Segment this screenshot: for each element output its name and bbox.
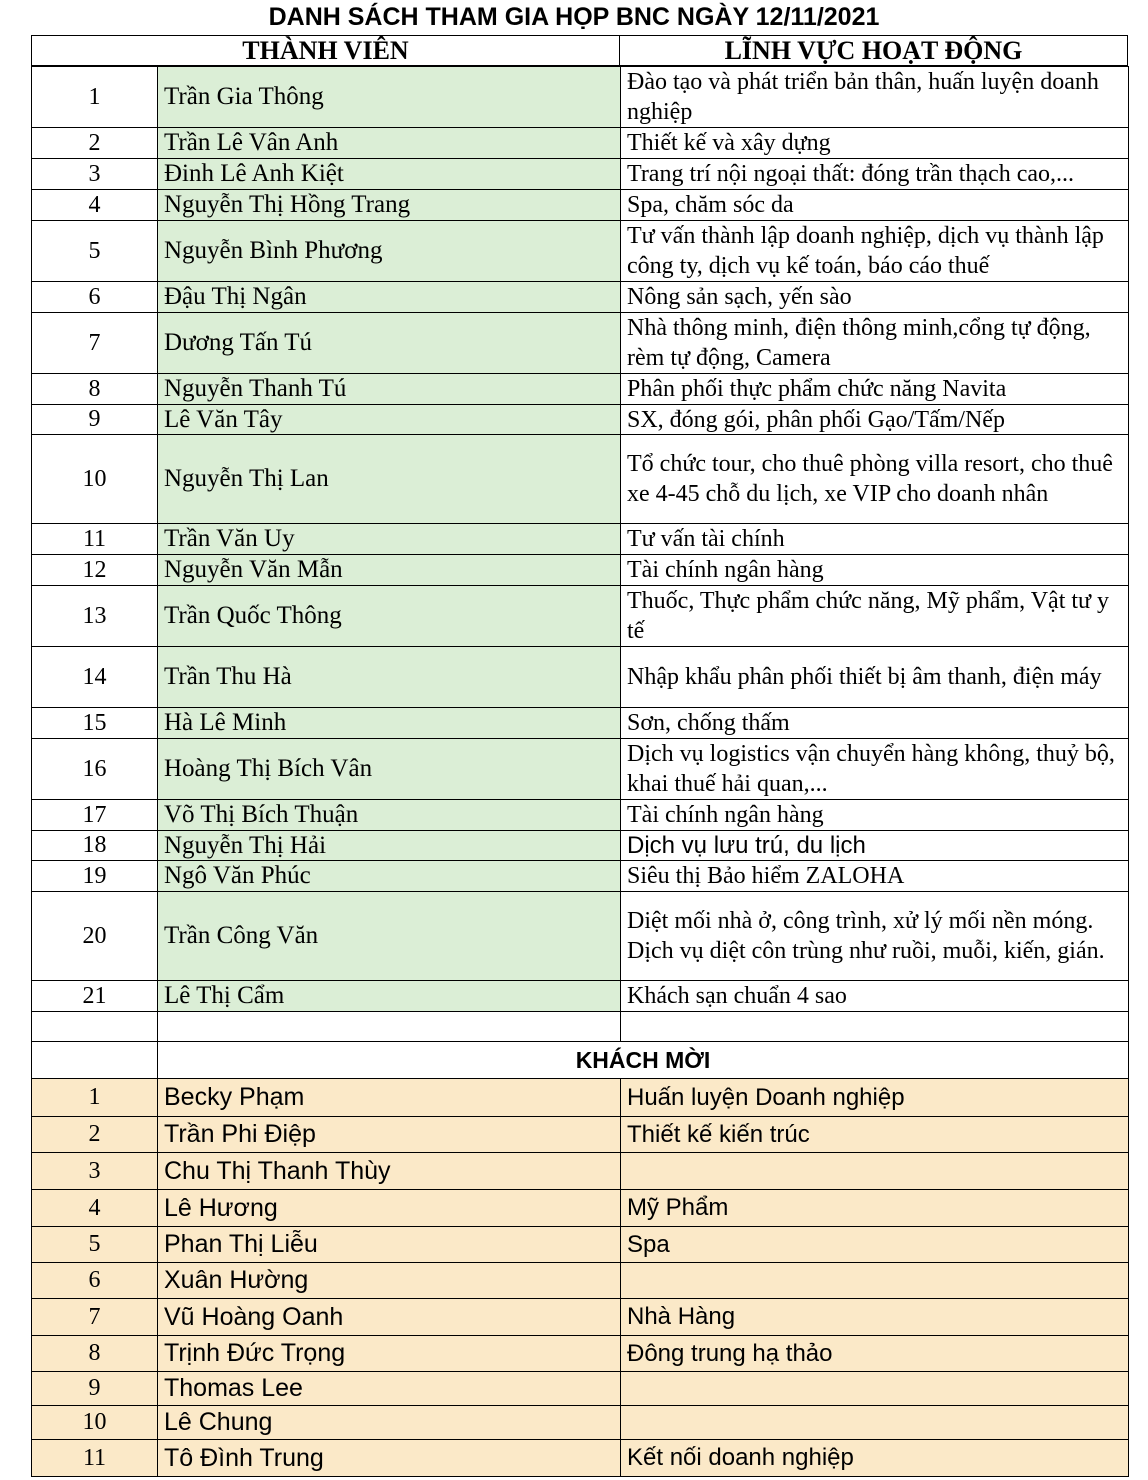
member-field: Tư vấn tài chính (620, 523, 1129, 555)
guest-field (620, 1152, 1129, 1190)
member-number: 19 (31, 860, 158, 892)
member-number: 17 (31, 799, 158, 831)
guest-name: Chu Thị Thanh Thùy (157, 1152, 621, 1190)
member-number: 21 (31, 980, 158, 1012)
member-field: Nhập khẩu phân phối thiết bị âm thanh, điện máy (620, 646, 1129, 708)
member-name: Hà Lê Minh (157, 707, 621, 739)
member-field: Thiết kế và xây dựng (620, 127, 1129, 159)
member-field: Nhà thông minh, điện thông minh,cổng tự động, rèm tự động, Camera (620, 312, 1129, 374)
guest-field: Thiết kế kiến trúc (620, 1116, 1129, 1153)
guest-field (620, 1371, 1129, 1406)
member-field: Tổ chức tour, cho thuê phòng villa resort, cho thuê xe 4-45 chỗ du lịch, xe VIP cho doanh nhân (620, 434, 1129, 524)
member-number: 2 (31, 127, 158, 159)
member-number: 15 (31, 707, 158, 739)
guest-name: Phan Thị Liễu (157, 1226, 621, 1263)
header-member: THÀNH VIÊN (31, 35, 620, 66)
member-name: Lê Thị Cẩm (157, 980, 621, 1012)
member-field: Spa, chăm sóc da (620, 189, 1129, 221)
guest-number: 7 (31, 1298, 158, 1336)
member-number: 7 (31, 312, 158, 374)
member-number: 1 (31, 66, 158, 128)
guest-number: 3 (31, 1152, 158, 1190)
guest-field: Huấn luyện Doanh nghiệp (620, 1078, 1129, 1117)
member-number: 9 (31, 404, 158, 435)
member-number: 8 (31, 373, 158, 405)
member-field: Dịch vụ lưu trú, du lịch (620, 830, 1129, 861)
guest-number: 5 (31, 1226, 158, 1263)
header-field: LĨNH VỰC HOẠT ĐỘNG (619, 35, 1128, 66)
member-field: Khách sạn chuẩn 4 sao (620, 980, 1129, 1012)
member-field: Sơn, chống thấm (620, 707, 1129, 739)
member-field: Nông sản sạch, yến sào (620, 281, 1129, 313)
member-number: 14 (31, 646, 158, 708)
member-field: Siêu thị Bảo hiểm ZALOHA (620, 860, 1129, 892)
guests-header-spacer (31, 1041, 158, 1079)
member-name: Nguyễn Thị Lan (157, 434, 621, 524)
member-field: Diệt mối nhà ở, công trình, xử lý mối nền móng. Dịch vụ diệt côn trùng như ruồi, muỗi, kiến, gián. (620, 891, 1129, 981)
guests-header: KHÁCH MỜI (157, 1041, 1129, 1079)
blank-row (620, 1011, 1129, 1042)
member-number: 3 (31, 158, 158, 190)
member-name: Trần Công Văn (157, 891, 621, 981)
sheet-title: DANH SÁCH THAM GIA HỌP BNC NGÀY 12/11/2021 (268, 3, 880, 31)
member-field: Tư vấn thành lập doanh nghiệp, dịch vụ thành lập công ty, dịch vụ kế toán, báo cáo thuế (620, 220, 1129, 282)
member-field: Đào tạo và phát triển bản thân, huấn luyện doanh nghiệp (620, 66, 1129, 128)
blank-row (31, 1011, 158, 1042)
guest-name: Tô Đình Trung (157, 1439, 621, 1477)
guest-field: Mỹ Phẩm (620, 1189, 1129, 1227)
member-name: Trần Thu Hà (157, 646, 621, 708)
guest-field: Nhà Hàng (620, 1298, 1129, 1336)
member-field: Tài chính ngân hàng (620, 799, 1129, 831)
guest-name: Trần Phi Điệp (157, 1116, 621, 1153)
guest-name: Thomas Lee (157, 1371, 621, 1406)
guest-name: Lê Hương (157, 1189, 621, 1227)
member-field: Thuốc, Thực phẩm chức năng, Mỹ phẩm, Vật tư y tế (620, 585, 1129, 647)
member-name: Nguyễn Thị Hải (157, 830, 621, 861)
guest-field: Đông trung hạ thảo (620, 1335, 1129, 1372)
member-number: 10 (31, 434, 158, 524)
guest-field (620, 1405, 1129, 1440)
guest-number: 11 (31, 1439, 158, 1477)
member-name: Trần Lê Vân Anh (157, 127, 621, 159)
guest-number: 4 (31, 1189, 158, 1227)
guest-field: Spa (620, 1226, 1129, 1263)
member-number: 16 (31, 738, 158, 800)
guest-number: 1 (31, 1078, 158, 1117)
guest-number: 2 (31, 1116, 158, 1153)
guest-number: 6 (31, 1262, 158, 1299)
member-name: Ngô Văn Phúc (157, 860, 621, 892)
guest-name: Trịnh Đức Trọng (157, 1335, 621, 1372)
member-number: 11 (31, 523, 158, 555)
member-field: Tài chính ngân hàng (620, 554, 1129, 586)
guest-name: Lê Chung (157, 1405, 621, 1440)
member-name: Nguyễn Thị Hồng Trang (157, 189, 621, 221)
member-field: Dịch vụ logistics vận chuyển hàng không, thuỷ bộ, khai thuế hải quan,... (620, 738, 1129, 800)
member-number: 5 (31, 220, 158, 282)
member-name: Lê Văn Tây (157, 404, 621, 435)
member-number: 13 (31, 585, 158, 647)
guest-number: 8 (31, 1335, 158, 1372)
member-name: Nguyễn Văn Mẫn (157, 554, 621, 586)
member-field: SX, đóng gói, phân phối Gạo/Tấm/Nếp (620, 404, 1129, 435)
member-number: 6 (31, 281, 158, 313)
guest-number: 10 (31, 1405, 158, 1440)
member-name: Đinh Lê Anh Kiệt (157, 158, 621, 190)
member-name: Nguyễn Bình Phương (157, 220, 621, 282)
member-name: Hoàng Thị Bích Vân (157, 738, 621, 800)
member-name: Trần Văn Uy (157, 523, 621, 555)
member-number: 20 (31, 891, 158, 981)
member-field: Trang trí nội ngoại thất: đóng trần thạch cao,... (620, 158, 1129, 190)
member-number: 4 (31, 189, 158, 221)
member-name: Võ Thị Bích Thuận (157, 799, 621, 831)
guest-name: Vũ Hoàng Oanh (157, 1298, 621, 1336)
member-name: Nguyễn Thanh Tú (157, 373, 621, 405)
guest-number: 9 (31, 1371, 158, 1406)
member-name: Trần Gia Thông (157, 66, 621, 128)
member-name: Trần Quốc Thông (157, 585, 621, 647)
guest-name: Xuân Hường (157, 1262, 621, 1299)
member-number: 18 (31, 830, 158, 861)
guest-name: Becky Phạm (157, 1078, 621, 1117)
guest-field: Kết nối doanh nghiệp (620, 1439, 1129, 1477)
member-name: Đậu Thị Ngân (157, 281, 621, 313)
member-number: 12 (31, 554, 158, 586)
blank-row (157, 1011, 621, 1042)
member-field: Phân phối thực phẩm chức năng Navita (620, 373, 1129, 405)
guest-field (620, 1262, 1129, 1299)
member-name: Dương Tấn Tú (157, 312, 621, 374)
